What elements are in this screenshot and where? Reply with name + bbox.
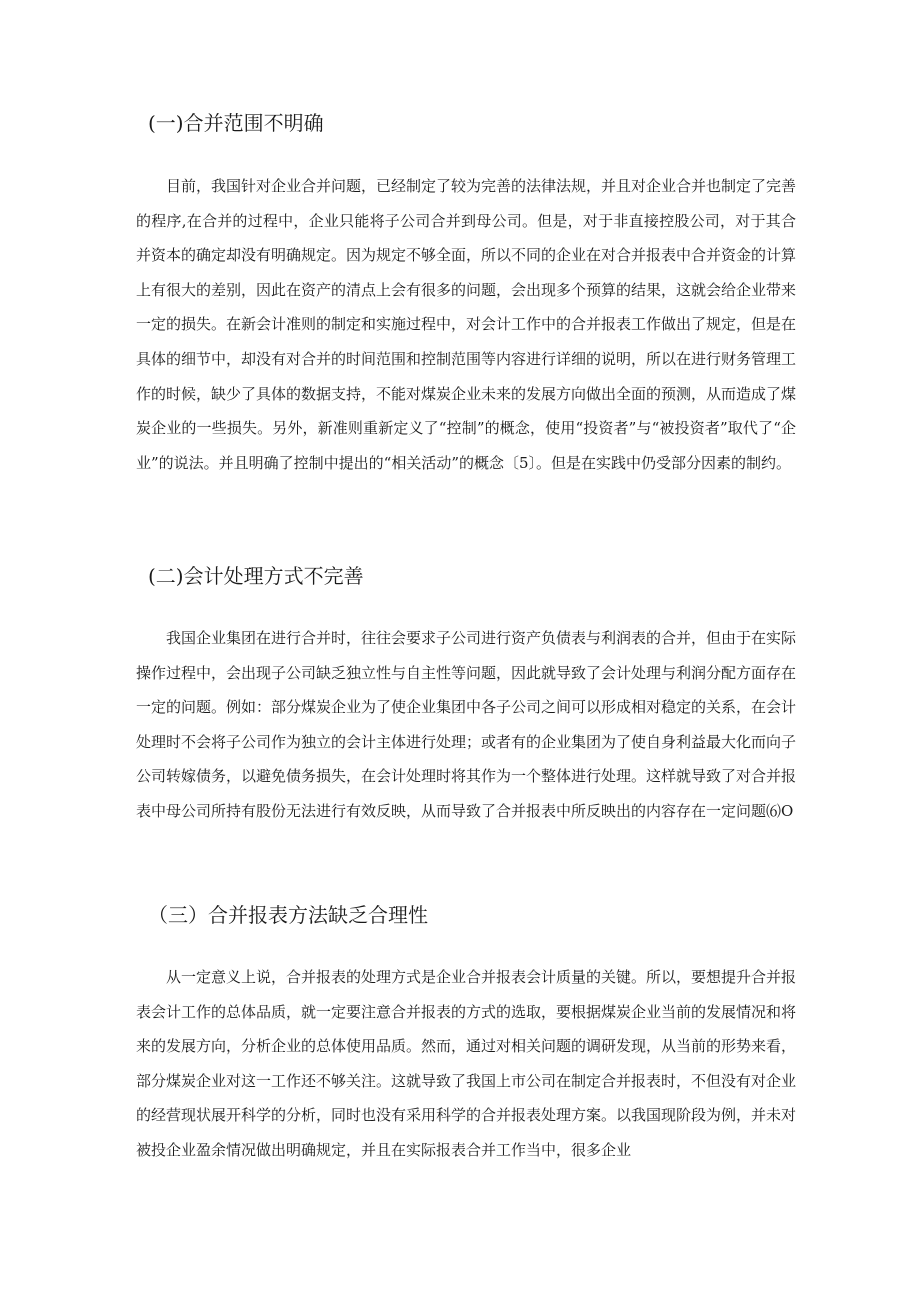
section-heading-1: (一)合并范围不明确 xyxy=(148,111,324,135)
section-paragraph-1: 目前，我国针对企业合并问题，已经制定了较为完善的法律法规，并且对企业合并也制定了完善的程序,在合并的过程中，企业只能将子公司合并到母公司。但是，对于非直接控股公司，对于其合并资本的确定却没有明确规定。因为规定不够全面，所以不同的企业在对合并报表中合并资金的计算上有很大的差别，因此在资产的清点上会有很多的问题，会出现多个预算的结果，这就会给企业带来一定的损失。在新会计准则的制定和实施过程中，对会计工作中的合并报表工作做出了规定，但是在具体的细节中，却没有对合并的时间范围和控制范围等内容进行详细的说明，所以在进行财务管理工作的时候，缺少了具体的数据支持，不能对煤炭企业未来的发展方向做出全面的预测，从而造成了煤炭企业的一些损失。另外，新准则重新定义了“控制”的概念，使用“投资者”与“被投资者”取代了“企业”的说法。并且明确了控制中提出的“相关活动”的概念〔5〕。但是在实践中仍受部分因素的制约。 xyxy=(136,177,797,472)
section-paragraph-2: 我国企业集团在进行合并时，往往会要求子公司进行资产负债表与利润表的合并，但由于在实际操作过程中，会出现子公司缺乏独立性与自主性等问题，因此就导致了会计处理与利润分配方面存在一定的问题。例如：部分煤炭企业为了使企业集团中各子公司之间可以形成相对稳定的关系，在会计处理时不会将子公司作为独立的会计主体进行处理；或者有的企业集团为了使自身利益最大化而向子公司转嫁债务，以避免债务损失，在会计处理时将其作为一个整体进行处理。这样就导致了对合并报表中母公司所持有股份无法进行有效反映，从而导致了合并报表中所反映出的内容存在一定问题⑹O xyxy=(136,629,797,820)
section-paragraph-3: 从一定意义上说，合并报表的处理方式是企业合并报表会计质量的关键。所以，要想提升合并报表会计工作的总体品质，就一定要注意合并报表的方式的选取，要根据煤炭企业当前的发展情况和将来的发展方向，分析企业的总体使用品质。然而，通过对相关问题的调研发现，从当前的形势来看，部分煤炭企业对这一工作还不够关注。这就导致了我国上市公司在制定合并报表时，不但没有对企业的经营现状展开科学的分析，同时也没有采用科学的合并报表处理方案。以我国现阶段为例，并未对被投企业盈余情况做出明确规定，并且在实际报表合并工作当中，很多企业 xyxy=(136,968,797,1159)
section-heading-3: （三）合并报表方法缺乏合理性 xyxy=(148,903,428,927)
section-heading-2: (二)会计处理方式不完善 xyxy=(148,564,364,588)
